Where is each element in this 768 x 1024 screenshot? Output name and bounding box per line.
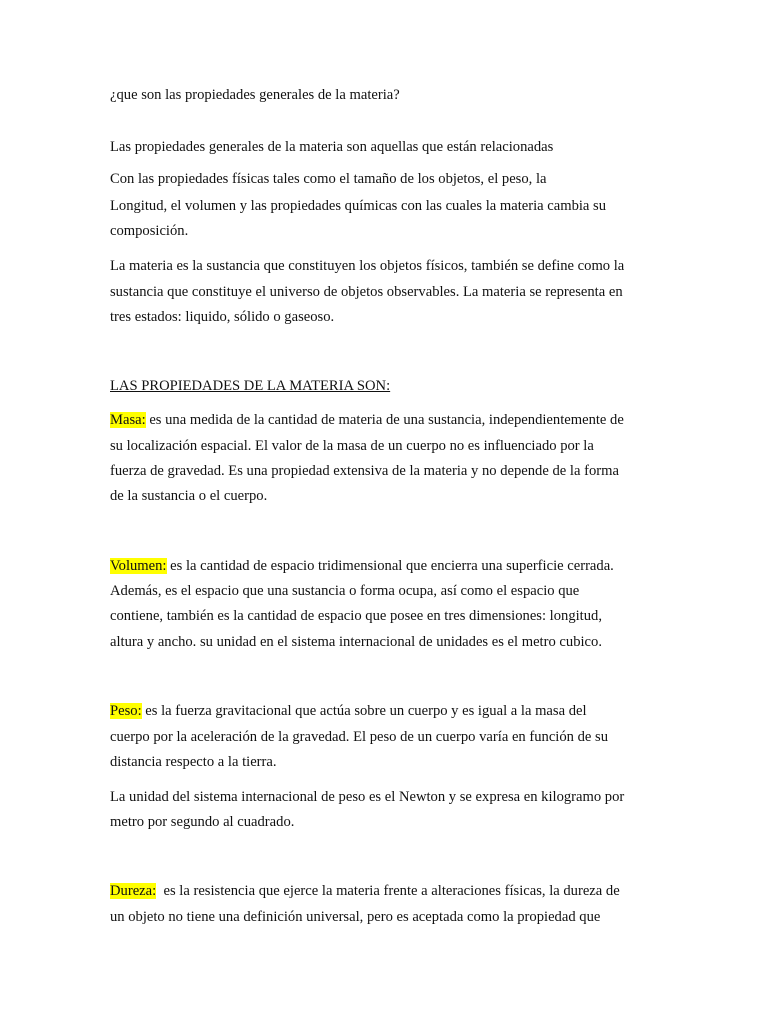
- volumen-text-1: es la cantidad de espacio tridimensional que encierra una superficie cerrada.: [166, 558, 614, 574]
- masa-line-4: de la sustancia o el cuerpo.: [110, 488, 268, 504]
- peso-term: Peso:: [110, 703, 142, 719]
- dureza-line-2: un objeto no tiene una definición universal, pero es aceptada como la propiedad que: [110, 909, 601, 925]
- question-line: ¿que son las propiedades generales de la materia?: [110, 87, 400, 103]
- peso-text-1: es la fuerza gravitacional que actúa sobre un cuerpo y es igual a la masa del: [141, 703, 587, 719]
- volumen-line-3: contiene, también es la cantidad de espacio que posee en tres dimensiones: longitud,: [110, 608, 602, 624]
- masa-term: Masa:: [110, 412, 146, 428]
- materia-line-1: La materia es la sustancia que constituyen los objetos físicos, también se define como la: [110, 258, 625, 274]
- peso-line-3: distancia respecto a la tierra.: [110, 754, 277, 770]
- masa-text-1: es una medida de la cantidad de materia de una sustancia, independientemente de: [145, 412, 624, 428]
- peso-line-2: cuerpo por la aceleración de la gravedad. El peso de un cuerpo varía en función de su: [110, 729, 608, 745]
- materia-line-2: sustancia que constituye el universo de objetos observables. La materia se representa en: [110, 284, 623, 300]
- masa-line-2: su localización espacial. El valor de la masa de un cuerpo no es influenciado por la: [110, 438, 594, 454]
- volumen-line-4: altura y ancho. su unidad en el sistema internacional de unidades es el metro cubico.: [110, 634, 602, 650]
- masa-line-3: fuerza de gravedad. Es una propiedad extensiva de la materia y no depende de la forma: [110, 463, 619, 479]
- masa-line-1: [110, 411, 624, 429]
- peso-unit-line-2: metro por segundo al cuadrado.: [110, 814, 295, 830]
- intro-line-3: Longitud, el volumen y las propiedades químicas con las cuales la materia cambia su: [110, 198, 607, 214]
- volumen-line-2: Además, es el espacio que una sustancia o forma ocupa, así como el espacio que: [110, 583, 580, 599]
- dureza-term: Dureza:: [110, 883, 157, 899]
- section-heading: LAS PROPIEDADES DE LA MATERIA SON:: [110, 378, 391, 394]
- intro-line-4: composición.: [110, 223, 189, 239]
- volumen-line-1: [110, 557, 614, 575]
- peso-unit-line-1: La unidad del sistema internacional de peso es el Newton y se expresa en kilogramo por: [110, 789, 625, 805]
- dureza-text-1: es la resistencia que ejerce la materia frente a alteraciones físicas, la dureza de: [156, 883, 620, 899]
- peso-line-1: [110, 702, 587, 720]
- volumen-term: Volumen:: [110, 558, 167, 574]
- dureza-line-1: [110, 882, 620, 900]
- intro-line-2: Con las propiedades físicas tales como el tamaño de los objetos, el peso, la: [110, 171, 547, 187]
- materia-line-3: tres estados: liquido, sólido o gaseoso.: [110, 309, 335, 325]
- intro-line-1: Las propiedades generales de la materia son aquellas que están relacionadas: [110, 139, 554, 155]
